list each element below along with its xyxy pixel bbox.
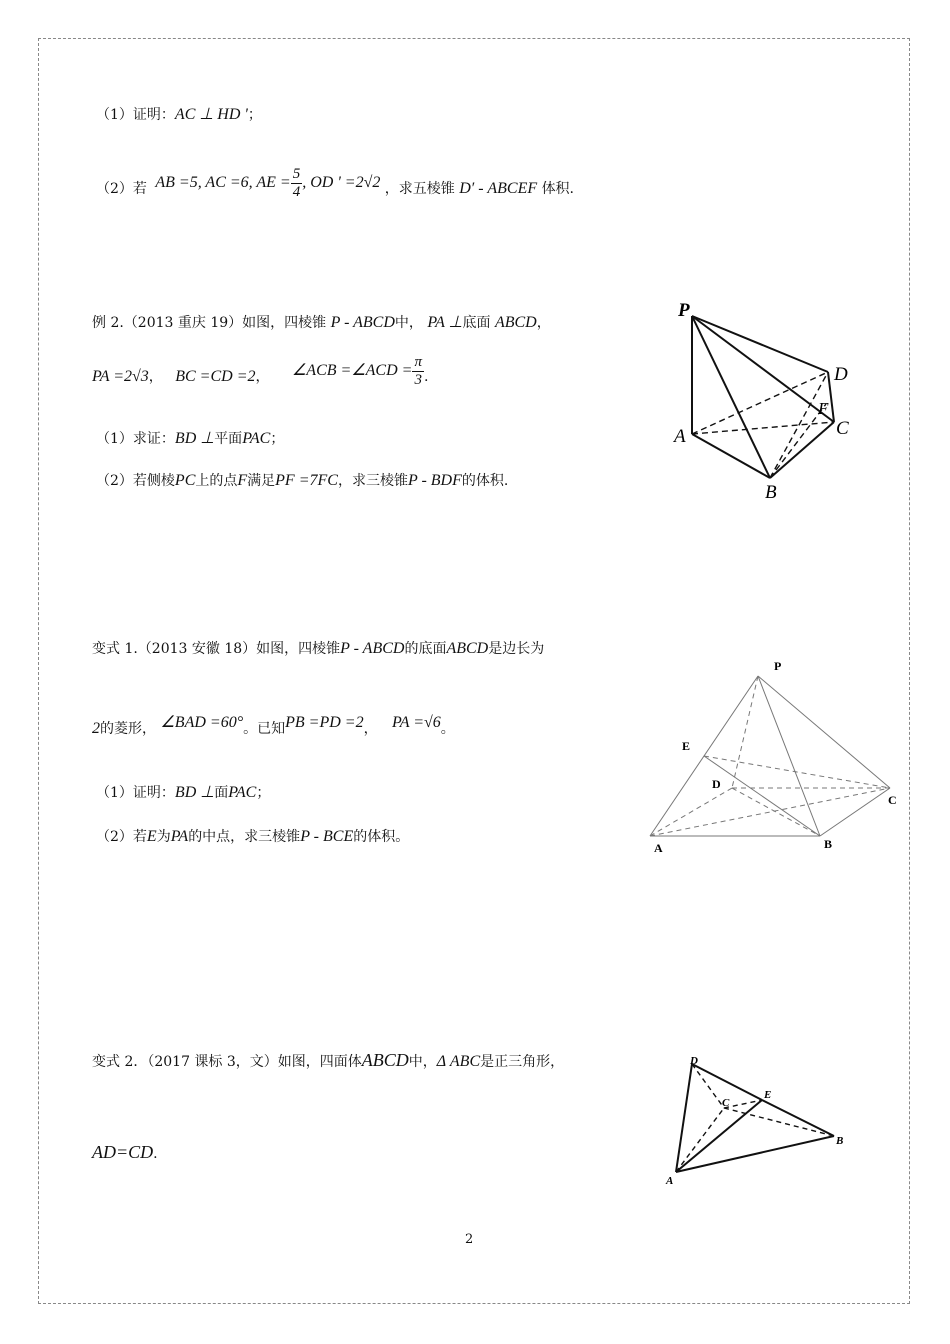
v2-label-c: C (722, 1097, 730, 1109)
ex2-label-a: A (674, 426, 686, 447)
v1-label-b: B (824, 837, 833, 851)
v2-label-d: D (690, 1055, 698, 1067)
v1-q2: （2）若E为PA的中点，求三棱锥P - BCE的体积。 (96, 828, 410, 845)
v1-label-p: P (774, 659, 782, 673)
ex2-q2: （2）若侧棱PC上的点F满足PF =7FC，求三棱锥P - BDF的体积. (96, 472, 509, 489)
s1-part2: （2）若 AB =5, AC =6, AE = $\frac{5}{4}$ , OD ' =2√2 ，求五棱锥 D′ - ABCEF 体积. (96, 166, 575, 200)
v1-pyramid-figure (640, 652, 912, 858)
ex2-label-p: P (678, 300, 690, 321)
ex2-q1: （1）求证：BD ⊥平面PAC； (96, 430, 285, 447)
s1-part1: （1）证明：AC ⊥ HD '； (96, 106, 262, 123)
ex2-fraction: $\frac{\pi}{3}$ (414, 354, 422, 388)
v1-conditions: 2的菱形， ∠BAD =60°。已知PB =PD =2， PA =√6。 (92, 714, 455, 737)
ex2-label-f: F (818, 399, 829, 418)
v2-intro: 变式 2．（2017 课标 3，文）如图，四面体ABCD中，Δ ABC是正三角形， (92, 1050, 565, 1070)
ex2-label-b: B (765, 482, 777, 503)
v2-label-b: B (836, 1135, 844, 1147)
ex2-conditions: PA =2√3， BC =CD =2， ∠ACB =∠ACD = $\frac{\pi}{3}$ . (92, 354, 429, 388)
ex2-intro: 例 2.（2013 重庆 19）如图，四棱锥 P - ABCD中， PA ⊥底面 ABCD， (92, 314, 551, 331)
v2-label-a: A (666, 1175, 674, 1187)
page-number: 2 (465, 1232, 474, 1247)
v1-intro: 变式 1.（2013 安徽 18）如图，四棱锥P - ABCD的底面ABCD是边长为 (92, 640, 545, 657)
ex2-pyramid-figure (668, 296, 868, 506)
v1-label-d: D (712, 777, 721, 791)
v1-q1: （1）证明：BD ⊥面PAC； (96, 784, 271, 801)
ex2-label-c: C (836, 418, 849, 439)
v2-label-e: E (764, 1089, 772, 1101)
v1-label-a: A (654, 841, 663, 855)
v1-label-e: E (682, 739, 691, 753)
v2-condition: AD=CD. (92, 1142, 158, 1162)
ex2-label-d: D (834, 364, 848, 385)
v2-tetrahedron-figure (658, 1050, 854, 1190)
s1-fraction: $\frac{5}{4}$ (292, 166, 301, 200)
v1-label-c: C (888, 793, 897, 807)
